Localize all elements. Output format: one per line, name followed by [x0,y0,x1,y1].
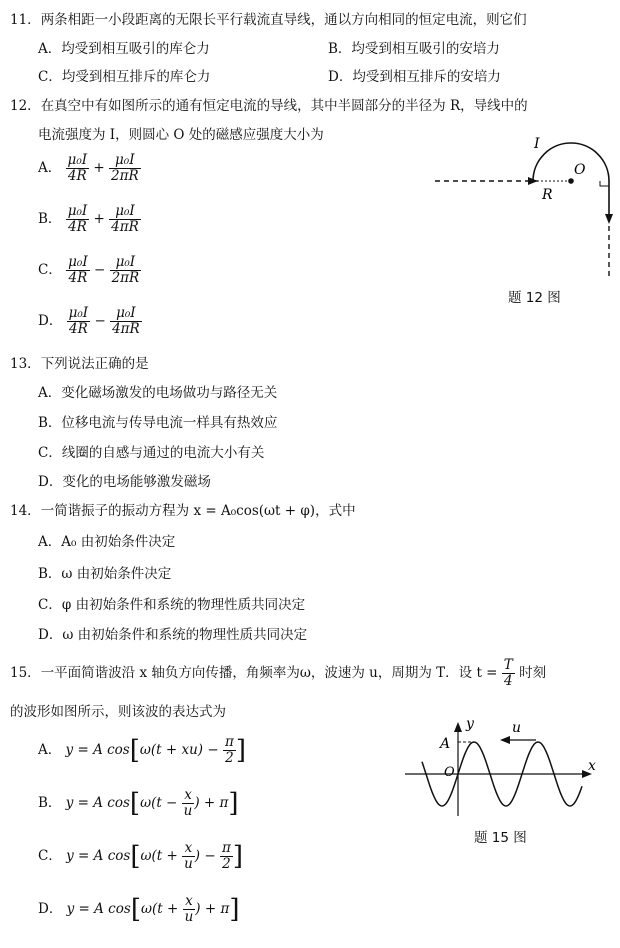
q11-number: 11． [10,12,41,28]
q12-stem-line1 [10,94,528,114]
y-axis-arrow-icon [454,722,462,732]
fraction: $\frac{\text{μ₀I}}{4R}$ [68,254,88,286]
fraction: $\frac{\text{μ₀I}}{4\pi R}$ [111,203,139,235]
q13-stem-line [10,352,149,372]
q11-stem-line [10,8,527,28]
fraction: $\frac{\text{μ₀I}}{4R}$ [67,203,88,235]
q12-number: 12． [10,98,41,114]
q15-stem-line1 [10,658,546,689]
fraction: $\frac{x}{u}$ [184,893,194,925]
q11-option-d: D．均受到相互排斥的安培力 [328,69,501,85]
q13-option-d: D．变化的电场能够激发磁场 [38,474,211,490]
center-point [568,178,574,184]
fraction: $\frac{\text{μ₀I}}{4R}$ [68,305,89,337]
q12-figure-caption: 题 12 图 [508,290,561,306]
q15-figure-caption: 题 15 图 [474,830,527,846]
q14-number: 14． [10,503,41,519]
q13-option-c: C．线圈的自感与通过的电流大小有关 [38,445,265,461]
q14-stem: 一简谐振子的振动方程为 x = A₀cos(ωt + φ)，式中 [40,503,356,519]
q12-stem-1: 在真空中有如图所示的通有恒定电流的导线，其中半圆部分的半径为 R，导线中的 [40,98,528,114]
label-u: u [512,720,522,736]
q15-option-d: D． y = A cos[ω(t + $\frac{x}{u}$ ) + π] [38,893,240,925]
q15-stem-a: 一平面简谐波沿 x 轴负方向传播，角频率为ω，波速为 u，周期为 T．设 t = [40,665,498,681]
q15-stem-b: 时刻 [519,665,547,681]
q11-stem: 两条相距一小段距离的无限长平行载流直导线，通以方向相同的恒定电流，则它们 [40,12,527,28]
q11-option-b: B．均受到相互吸引的安培力 [328,41,500,57]
q11-option-a: A．均受到相互吸引的库仑力 [38,41,210,57]
label-R: R [542,187,553,203]
q15-option-a: A． y = A cos[ω(t + xu) − $\frac{\pi}{2}$ ] [38,734,246,766]
q15-option-c: C． y = A cos[ω(t + $\frac{x}{u}$ ) − $\frac{\pi}{2}$ ] [38,840,243,872]
label-I: I [534,136,540,152]
q15-figure [400,718,605,818]
q13-stem: 下列说法正确的是 [40,356,149,372]
fraction: $\frac{\text{μ₀I}}{4\pi R}$ [112,305,140,337]
q14-stem-line [10,499,356,519]
q12-stem-line2: 电流强度为 I，则圆心 O 处的磁感应强度大小为 [38,127,324,143]
fraction-t: $\frac{T}{4}$ [503,657,513,689]
label-O: O [444,765,455,780]
fraction: $\frac{\text{μ₀I}}{2\pi R}$ [110,152,139,184]
fraction: $\frac{\pi}{2}$ [224,734,234,766]
q12-option-b: B． $\frac{\text{μ₀I}}{4R}$ + $\frac{\text{μ₀I}}{4\pi R}$ [38,203,139,235]
velocity-arrow-icon [500,736,510,744]
q12-figure [430,128,615,283]
q12-option-d: D． $\frac{\text{μ₀I}}{4R}$ − $\frac{\text{μ₀I}}{4\pi R}$ [38,305,140,337]
q15-number: 15． [10,665,41,681]
q12-option-a: A． $\frac{\text{μ₀I}}{4R}$ + $\frac{\text{μ₀I}}{2\pi R}$ [38,152,139,184]
q15-stem-line2: 的波形如图所示，则该波的表达式为 [10,704,226,720]
q12-option-c: C． $\frac{\text{μ₀I}}{4R}$ − $\frac{\text{μ₀I}}{2\pi R}$ [38,254,140,286]
q11-option-c: C．均受到相互排斥的库仑力 [38,69,211,85]
fraction: $\frac{x}{u}$ [183,787,193,819]
q14-option-a: A．A₀ 由初始条件决定 [38,534,176,550]
q13-number: 13． [10,356,41,372]
q13-option-a: A．变化磁场激发的电场做功与路径无关 [38,385,278,401]
semicircle-wire [533,143,609,181]
label-O: O [574,162,586,178]
q14-option-b: B．ω 由初始条件决定 [38,566,172,582]
label-y: y [466,718,474,732]
fraction: $\frac{\pi}{2}$ [221,840,231,872]
label-A: A [440,736,451,752]
current-arrow-down-icon [605,214,613,224]
fraction: $\frac{\text{μ₀I}}{4R}$ [67,152,88,184]
q13-option-b: B．位移电流与传导电流一样具有热效应 [38,415,278,431]
fraction: $\frac{\text{μ₀I}}{2\pi R}$ [111,254,140,286]
q14-option-d: D．ω 由初始条件和系统的物理性质共同决定 [38,627,308,643]
label-x: x [588,758,596,774]
q14-option-c: C．φ 由初始条件和系统的物理性质共同决定 [38,597,306,613]
fraction: $\frac{x}{u}$ [184,840,193,872]
q15-option-b: B． y = A cos[ω(t − $\frac{x}{u}$ ) + π] [38,787,239,819]
